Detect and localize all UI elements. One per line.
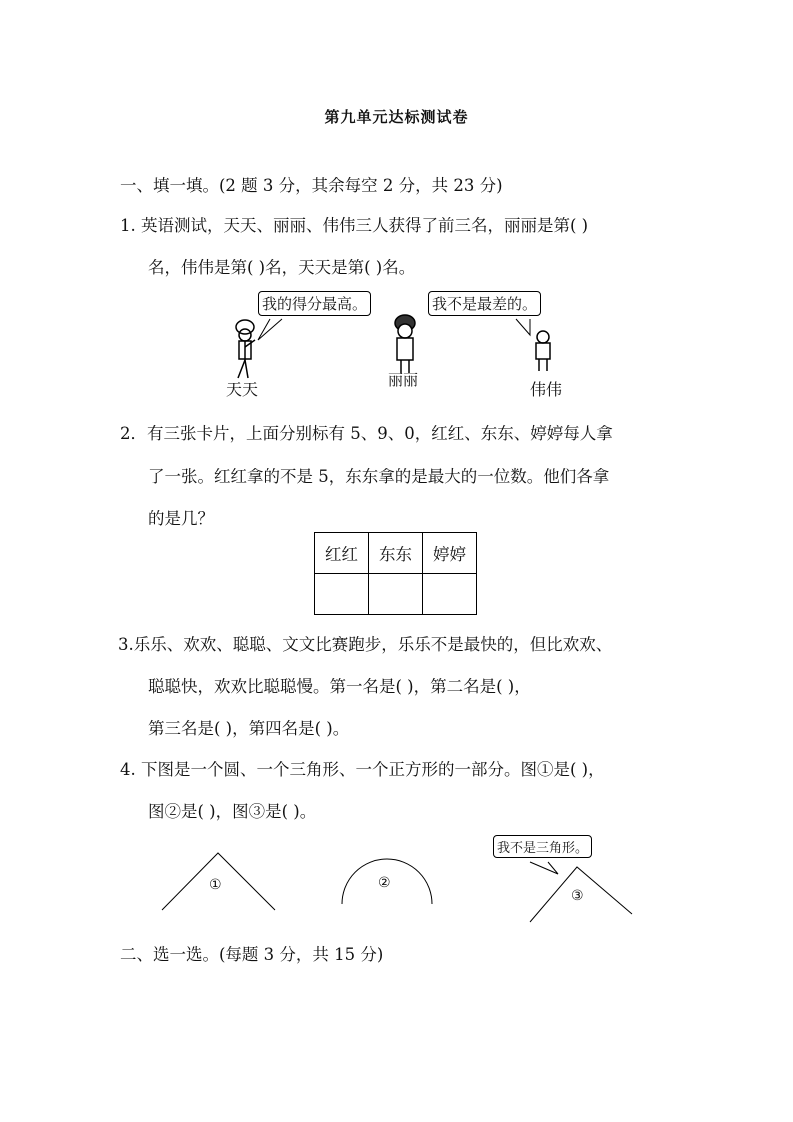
q1-line1: 1. 英语测试，天天、丽丽、伟伟三人获得了前三名，丽丽是第( ) [120,216,589,235]
table-header-tingting: 婷婷 [423,533,477,574]
name-tiantian: 天天 [226,380,259,399]
table-header-honghong: 红红 [315,533,369,574]
q3-line1: 3.乐乐、欢欢、聪聪、文文比赛跑步，乐乐不是最快的，但比欢欢、 [118,635,613,654]
q2-line1: 2．有三张卡片，上面分别标有 5、9、0，红红、东东、婷婷每人拿 [120,424,613,443]
q3-line3: 第三名是( )，第四名是( )。 [148,719,350,738]
section1-heading: 一、填一填。(2 题 3 分，其余每空 2 分，共 23 分) [120,176,503,195]
q3-line2: 聪聪快，欢欢比聪聪慢。第一名是( )，第二名是( )， [148,677,531,696]
figure-label-2: ② [378,875,391,891]
speech-bubble-square: 我不是三角形。 [493,835,592,858]
answer-cell-tingting[interactable] [423,574,477,615]
cards-table [314,532,477,615]
name-lili: 丽丽 [388,371,419,389]
section2-heading: 二、选一选。(每题 3 分，共 15 分) [120,945,384,964]
q2-line2: 了一张。红红拿的不是 5，东东拿的是最大的一位数。他们各拿 [148,467,610,486]
speech-bubble-weiwei: 我不是最差的。 [428,291,541,316]
q4-figures [140,825,640,925]
q4-line2: 图②是( )，图③是( )。 [148,802,317,821]
answer-cell-honghong[interactable] [315,574,369,615]
q4-line1: 4. 下图是一个圆、一个三角形、一个正方形的一部分。图①是( )， [120,760,605,779]
q2-line3: 的是几？ [148,509,214,528]
speech-bubble-tiantian: 我的得分最高。 [258,291,371,316]
figure-label-3: ③ [571,888,584,904]
q1-illustration [220,285,580,405]
page-title: 第九单元达标测试卷 [324,108,469,126]
answer-cell-dongdong[interactable] [369,574,423,615]
q1-line2: 名，伟伟是第( )名，天天是第( )名。 [148,258,416,277]
figure-label-1: ① [209,877,222,893]
table-header-dongdong: 东东 [369,533,423,574]
name-weiwei: 伟伟 [530,380,563,399]
